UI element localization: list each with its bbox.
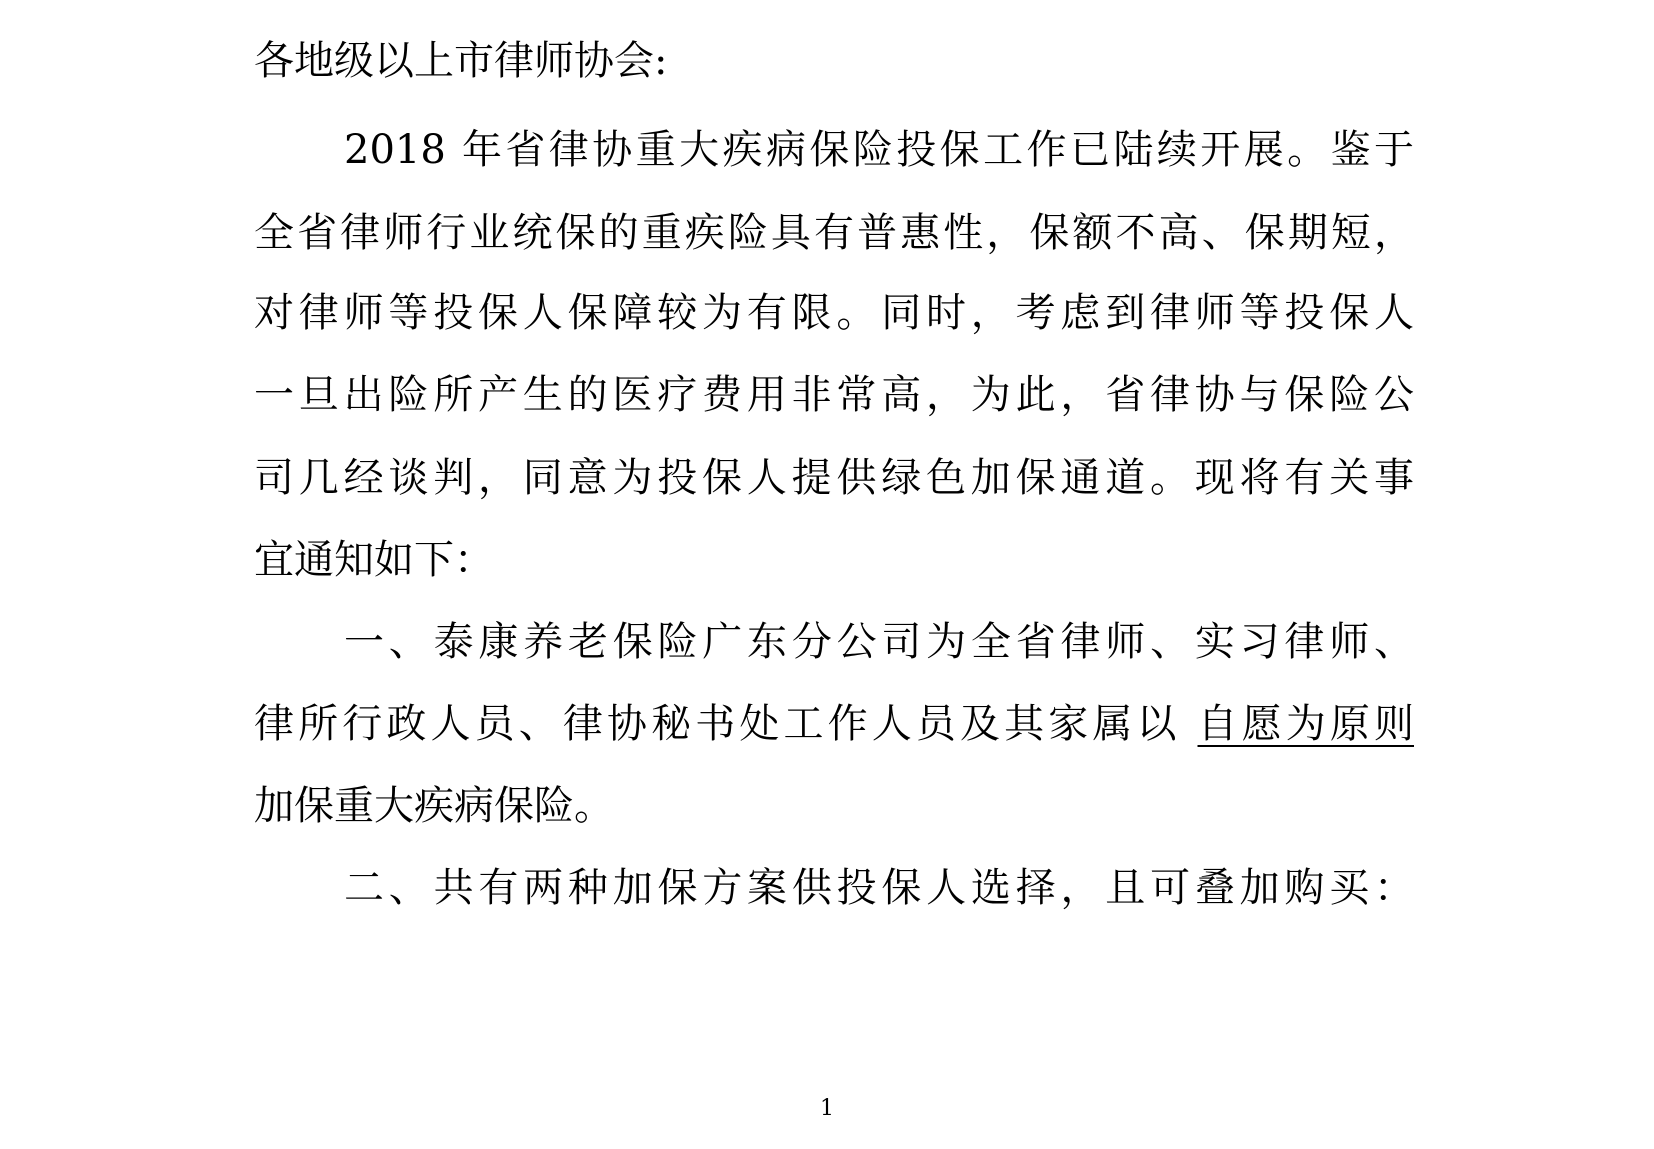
paragraph-1-line-4: 一旦出险所产生的医疗费用非常高，为此，省律协与保险公 [254, 372, 1414, 418]
paragraph-1-line-3: 对律师等投保人保障较为有限。同时，考虑到律师等投保人 [254, 290, 1414, 336]
salutation: 各地级以上市律师协会: [254, 38, 668, 84]
paragraph-1-line-2: 全省律师行业统保的重疾险具有普惠性，保额不高、保期短， [254, 210, 1414, 256]
paragraph-1-line-6: 宜通知如下： [254, 537, 494, 583]
paragraph-1-line-1: 2018 年省律协重大疾病保险投保工作已陆续开展。鉴于 [344, 127, 1414, 173]
paragraph-2-line-2-text: 律所行政人员、律协秘书处工作人员及其家属以 [254, 701, 1198, 747]
paragraph-2-line-1: 一、泰康养老保险广东分公司为全省律师、实习律师、 [344, 619, 1414, 665]
page-number: 1 [820, 1096, 834, 1121]
paragraph-2-line-2 [254, 689, 1414, 759]
paragraph-2-line-3: 加保重大疾病保险。 [254, 783, 614, 829]
paragraph-1-line-5: 司几经谈判，同意为投保人提供绿色加保通道。现将有关事 [254, 455, 1414, 501]
underlined-principle: 自愿为原则 [1197, 701, 1414, 747]
paragraph-3-line-1: 二、共有两种加保方案供投保人选择，且可叠加购买： [344, 865, 1414, 911]
